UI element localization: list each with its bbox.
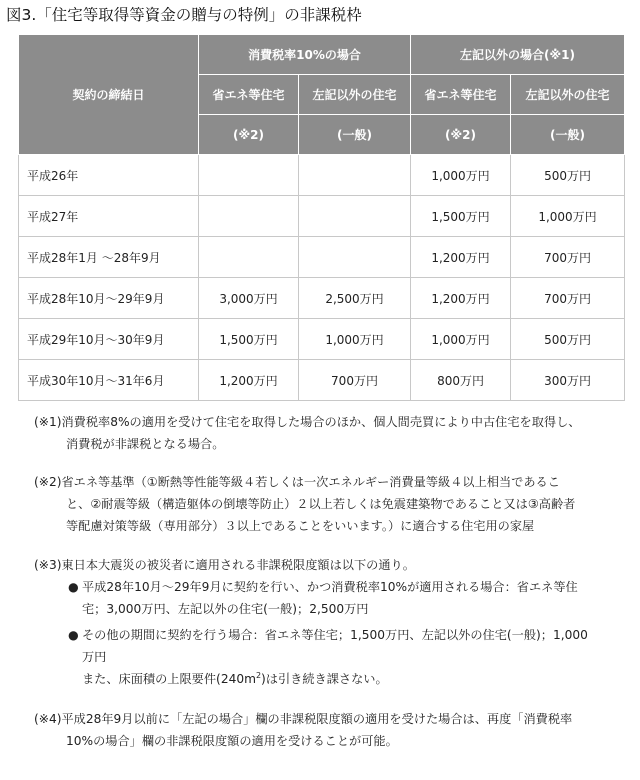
footnote-text: (※1)消費税率8%の適用を受けて住宅を取得した場合のほか、個人間売買により中古住宅を取得し、: [34, 415, 581, 429]
table-cell: [199, 155, 299, 196]
table-cell: [299, 196, 411, 237]
header-sub: 省エネ等住宅: [411, 75, 511, 115]
row-label: 平成30年10月～31年6月: [19, 360, 199, 401]
header-sub-note: (一般): [299, 115, 411, 155]
table-cell: 1,200万円: [199, 360, 299, 401]
row-label: 平成29年10月～30年9月: [19, 319, 199, 360]
footnote-text: (※4)平成28年9月以前に「左記の場合」欄の非課税限度額の適用を受けた場合は、再度「消費税率: [34, 712, 573, 726]
table-cell: 800万円: [411, 360, 511, 401]
table-cell: [199, 237, 299, 278]
row-label: 平成28年1月 ～28年9月: [19, 237, 199, 278]
bullet-icon: ●: [68, 628, 79, 642]
footnote-text: 消費税が非課税となる場合。: [66, 437, 225, 451]
tax-exemption-table: [18, 34, 625, 401]
header-sub: 左記以外の住宅: [511, 75, 625, 115]
header-sub-note: (※2): [411, 115, 511, 155]
footnote-text: [68, 668, 628, 690]
footnote-text: 等配慮対策等級（専用部分）３以上であることをいいます。）に適合する住宅用の家屋: [66, 519, 535, 533]
superscript: 2: [255, 670, 262, 680]
table-cell: 1,000万円: [299, 319, 411, 360]
table-cell: 1,000万円: [411, 319, 511, 360]
header-sub-note: (一般): [511, 115, 625, 155]
footnote-text: 10%の場合」欄の非課税限度額の適用を受けることが可能。: [66, 734, 398, 748]
table-cell: 1,200万円: [411, 237, 511, 278]
row-label: 平成27年: [19, 196, 199, 237]
bullet-icon: ●: [68, 580, 79, 594]
table-row: [19, 319, 625, 360]
footnote-2: [34, 471, 630, 537]
table-cell: 700万円: [299, 360, 411, 401]
floor-area-text: また、床面積の上限要件(240m: [82, 672, 256, 686]
table-cell: 3,000万円: [199, 278, 299, 319]
table-cell: [199, 196, 299, 237]
footnote-text: 万円: [82, 650, 107, 664]
footnote-text: と、②耐震等級（構造躯体の倒壊等防止）２以上若しくは免震建築物であること又は③高齢者: [66, 497, 576, 511]
table-cell: [299, 237, 411, 278]
page-title: 図3.「住宅等取得等資金の贈与の特例」の非課税枠: [6, 6, 362, 24]
table-row: [19, 237, 625, 278]
row-label: 平成28年10月～29年9月: [19, 278, 199, 319]
table-cell: 500万円: [511, 155, 625, 196]
table-row: [19, 278, 625, 319]
table-cell: 700万円: [511, 237, 625, 278]
footnote-text: 宅；3,000万円、左記以外の住宅(一般)；2,500万円: [82, 602, 369, 616]
header-group-other: 左記以外の場合(※1): [411, 35, 625, 75]
table-cell: 1,000万円: [411, 155, 511, 196]
footnote-text: 平成28年10月～29年9月に契約を行い、かつ消費税率10%が適用される場合：省エネ等住: [82, 580, 578, 594]
footnote-3-bullet-2: [68, 624, 628, 690]
table-cell: 700万円: [511, 278, 625, 319]
table-row: [19, 196, 625, 237]
footnote-text: (※2)省エネ等基準（①断熱等性能等級４若しくは一次エネルギー消費量等級４以上相当であるこ: [34, 475, 560, 489]
footnote-text: その他の期間に契約を行う場合：省エネ等住宅；1,500万円、左記以外の住宅(一般)；1,000: [82, 628, 588, 642]
footnote-text: (※3)東日本大震災の被災者に適用される非課税限度額は以下の通り。: [34, 558, 415, 572]
header-sub-note: (※2): [199, 115, 299, 155]
footnote-4: [34, 708, 630, 752]
table-cell: 1,500万円: [199, 319, 299, 360]
table-cell: [299, 155, 411, 196]
table-row: [19, 155, 625, 196]
footnote-1: [34, 411, 630, 455]
table-row: [19, 360, 625, 401]
table-cell: 2,500万円: [299, 278, 411, 319]
table-cell: 1,000万円: [511, 196, 625, 237]
header-group-tax10: 消費税率10%の場合: [199, 35, 411, 75]
table-cell: 1,200万円: [411, 278, 511, 319]
footnote-3-bullet-1: [68, 576, 628, 620]
table-cell: 1,500万円: [411, 196, 511, 237]
row-label: 平成26年: [19, 155, 199, 196]
header-contract-date: 契約の締結日: [19, 35, 199, 155]
table-cell: 300万円: [511, 360, 625, 401]
header-sub: 左記以外の住宅: [299, 75, 411, 115]
footnote-3: [34, 554, 630, 576]
table-cell: 500万円: [511, 319, 625, 360]
header-sub: 省エネ等住宅: [199, 75, 299, 115]
floor-area-text: )は引き続き課さない。: [261, 672, 388, 686]
